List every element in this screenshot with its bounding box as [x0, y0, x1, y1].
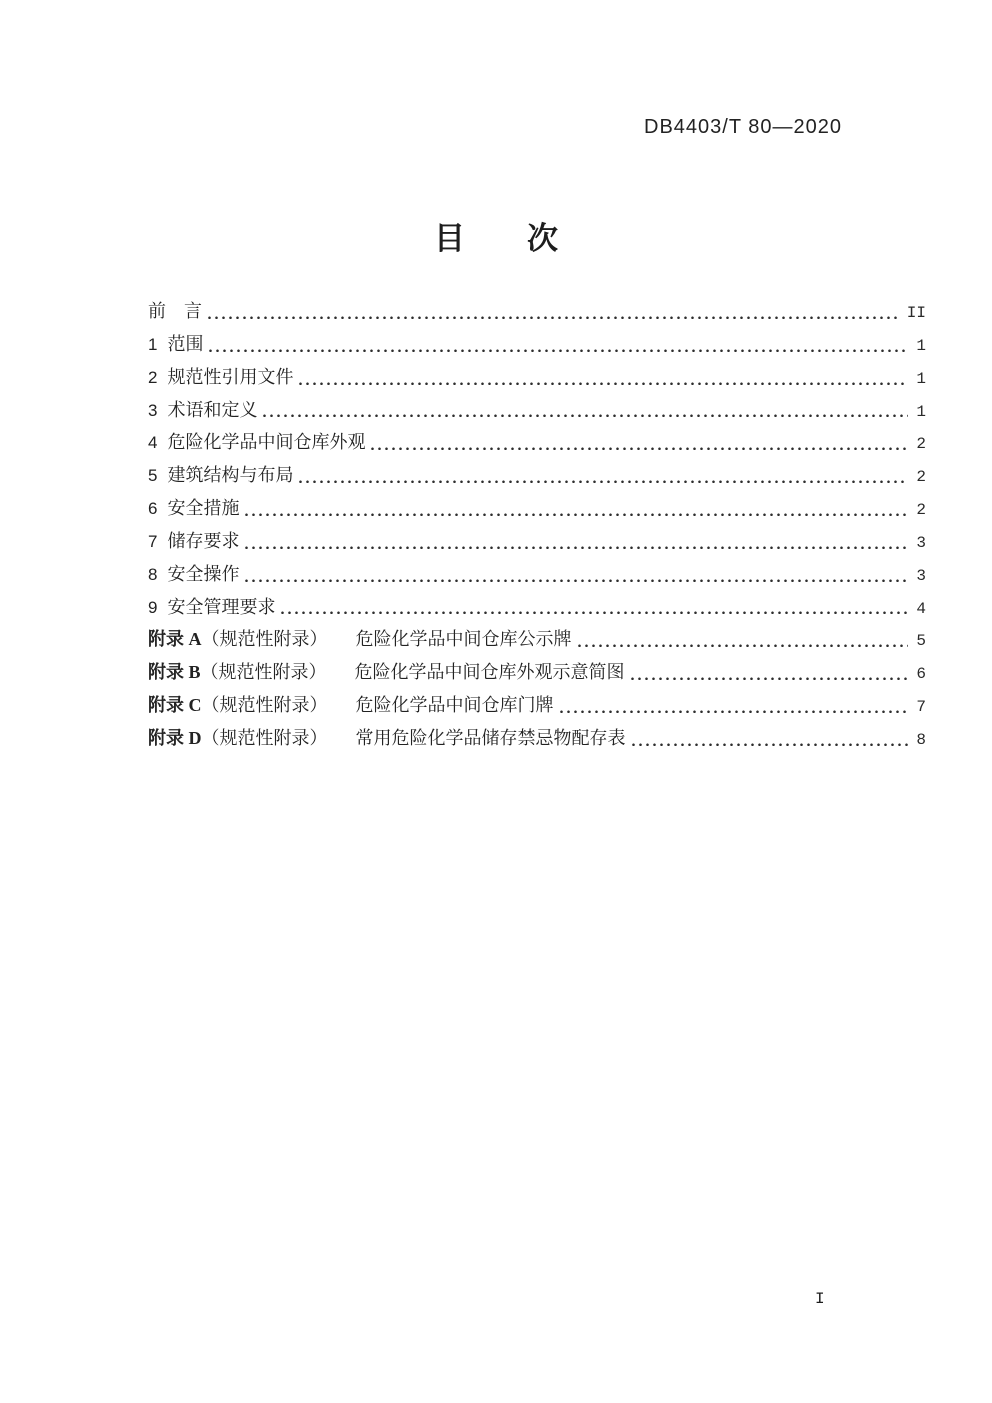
- dot-leader: [560, 710, 909, 714]
- toc-entry-title: 前 言: [148, 301, 202, 321]
- toc-entry-number: 6: [148, 499, 158, 519]
- appendix-title: 危险化学品中间仓库公示牌: [355, 629, 572, 650]
- toc-entry-page: II: [906, 304, 926, 322]
- toc-appendix-entry: [148, 623, 926, 656]
- toc-entry: [148, 394, 926, 427]
- toc-entry-number: 7: [148, 531, 158, 551]
- toc-entry-page: 5: [916, 632, 926, 651]
- toc-entry: [148, 525, 926, 558]
- dot-leader: [281, 611, 908, 615]
- toc-entry: [148, 361, 926, 394]
- dot-leader: [299, 382, 908, 386]
- toc-entry-title: 规范性引用文件: [167, 366, 294, 387]
- toc-entry-number: 4: [148, 433, 158, 453]
- dot-leader: [245, 513, 908, 517]
- dot-leader: [209, 349, 908, 353]
- toc-entry-page: 4: [916, 599, 926, 618]
- toc-appendix-entry: [148, 689, 926, 722]
- dot-leader: [578, 644, 909, 648]
- appendix-type: （规范性附录）: [201, 695, 328, 716]
- toc-entry-number: 2: [148, 367, 158, 387]
- toc-entry-page: 2: [916, 501, 926, 520]
- toc-entry-number: 8: [148, 564, 158, 584]
- toc-entry-number: 9: [148, 597, 158, 617]
- appendix-title: 危险化学品中间仓库外观示意简图: [354, 662, 625, 683]
- toc-entry: [148, 328, 926, 361]
- toc-entry-title: 安全管理要求: [167, 596, 276, 617]
- toc-entry-title: 建筑结构与布局: [167, 465, 294, 486]
- toc-entry-title: 范围: [167, 333, 204, 354]
- toc-entry-title: 术语和定义: [167, 399, 258, 420]
- toc-entry-number: 1: [148, 334, 158, 354]
- dot-leader: [299, 480, 908, 484]
- toc-entry-page: 1: [916, 369, 926, 388]
- dot-leader: [263, 414, 908, 418]
- appendix-type: （规范性附录）: [201, 727, 328, 748]
- toc-entry-title: 储存要求: [167, 530, 240, 551]
- page-title: 目 次: [434, 221, 558, 256]
- dot-leader: [245, 579, 908, 583]
- toc-entry-page: 6: [916, 665, 926, 684]
- dot-leader: [208, 316, 899, 320]
- footer-page-number: I: [815, 1290, 825, 1308]
- toc-entry-page: 3: [916, 566, 926, 585]
- toc-entry-page: 1: [916, 336, 926, 355]
- appendix-label: 附录 D: [148, 727, 202, 748]
- toc-appendix-entry: [148, 656, 926, 689]
- toc-entry-page: 3: [916, 533, 926, 552]
- appendix-title: 危险化学品中间仓库门牌: [355, 695, 554, 716]
- appendix-label: 附录 A: [148, 629, 202, 650]
- toc-entry: [148, 295, 926, 328]
- toc-entry: [148, 558, 926, 591]
- toc-entry-page: 2: [916, 435, 926, 454]
- appendix-label: 附录 B: [148, 662, 201, 683]
- appendix-title: 常用危险化学品储存禁忌物配存表: [355, 727, 626, 748]
- toc-entry-number: 3: [148, 400, 158, 420]
- dot-leader: [632, 743, 909, 747]
- toc-entry: [148, 459, 926, 492]
- appendix-type: （规范性附录）: [200, 662, 327, 683]
- toc-entry: [148, 426, 926, 459]
- toc-appendix-entry: [148, 722, 926, 755]
- toc-entry-page: 8: [916, 730, 926, 749]
- toc-entry-title: 危险化学品中间仓库外观: [167, 432, 366, 453]
- toc-entry-page: 2: [916, 468, 926, 487]
- toc-entry-page: 1: [916, 402, 926, 421]
- dot-leader: [371, 447, 908, 451]
- table-of-contents: [148, 295, 926, 755]
- toc-entry-title: 安全操作: [167, 563, 240, 584]
- toc-entry: [148, 492, 926, 525]
- appendix-type: （规范性附录）: [201, 629, 328, 650]
- toc-entry: [148, 591, 926, 624]
- standard-code: DB4403/T 80—2020: [644, 116, 842, 138]
- toc-entry-page: 7: [916, 698, 926, 717]
- toc-entry-number: 5: [148, 466, 158, 486]
- dot-leader: [631, 677, 909, 681]
- appendix-label: 附录 C: [148, 695, 202, 716]
- toc-entry-title: 安全措施: [167, 498, 240, 519]
- dot-leader: [245, 546, 908, 550]
